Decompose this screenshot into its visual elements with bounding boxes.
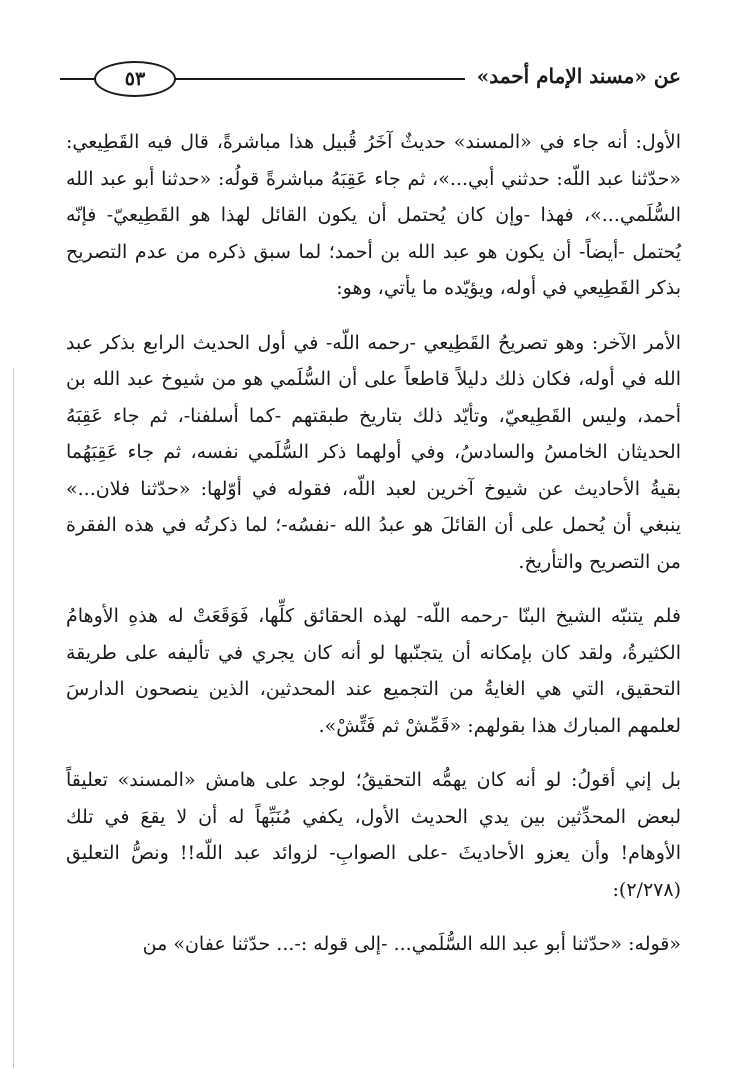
page-number: ٥٣ — [124, 68, 146, 90]
paragraph-1: الأول: أنه جاء في «المسند» حديثٌ آخَرُ قُبيل هذا مباشرةً، قال فيه القَطِيعي: «حدّثنا عبد اللّه: حدثني أبي...»، ثم جاء عَقِبَهُ مباشرةً قولُه: «حدثنا أبو عبد الله السُّلَمي...»، فهذا -وإن كان يُحتمل أن يكون القائل لهذا هو القَطِيعيّ- فإنّه يُحتمل -أيضاً- أن يكون هو عبد الله بن أحمد؛ لما سبق ذكره من عدم التصريح بذكر القَطِيعي في أوله، ويؤيّده ما يأتي، وهو: — [66, 131, 681, 299]
running-header — [60, 58, 681, 98]
paragraph-5: «قوله: «حدّثنا أبو عبد الله السُّلَمي... -إلى قوله :-... حدّثنا عفان» من — [142, 933, 681, 955]
paragraph-4: بل إني أقولُ: لو أنه كان يهمُّه التحقيقُ؛ لوجد على هامش «المسند» تعليقاً لبعض المحدِّثين بين يدي الحديث الأول، يكفي مُنَبِّهاً له أن لا يقعَ في تلك الأوهام! وأن يعزو الأحاديثَ -على الصوابِ- لزوائد عبد اللّه!! ونصُّ التعليق (٢/٢٧٨): — [66, 769, 681, 901]
paragraph-2: الأمر الآخر: وهو تصريحُ القَطِيعي -رحمه اللّه- في أول الحديث الرابع بذكر عبد الله في أوله، فكان ذلك دليلاً قاطعاً على أن السُّلَمي هو من شيوخ عبد الله بن أحمد، وليس القَطِيعيّ، وتأيّد ذلك بتاريخ طبقتهم -كما أسلفنا-، ثم جاء عَقِبَهُ الحديثان الخامسُ والسادسُ، وفي أولهما ذكر السُّلَمي نفسه، ثم جاء عَقِبَهُما بقيةُ الأحاديث عن شيوخ آخرين لعبد اللّه، فقوله في أوّلها: «حدّثنا فلان...» ينبغي أن يُحمل على أن القائلَ هو عبدُ الله -نفسُه-؛ لما ذكرتُه في هذه الفقرة من التصريح والتأريخ. — [66, 331, 681, 573]
header-title: عن «مسند الإمام أحمد» — [465, 64, 681, 88]
paragraph-3: فلم يتنبّه الشيخ البنّا -رحمه اللّه- لهذه الحقائق كلِّها، فَوَقَعَتْ له هذهِ الأوهامُ الكثيرةُ، ولقد كان بإمكانه أن يتجنّبها لو أنه كان يجري في تأليفه على طريقة التحقيق، التي هي الغايةُ من التجميع عند المحدثين، الذين ينصحون الدارسَ لعلمهم المبارك هذا بقولهم: «قَمِّشْ ثم فَتِّشْ». — [66, 605, 681, 737]
page-number-oval — [94, 61, 176, 97]
scan-margin-line — [13, 368, 14, 1068]
body-text — [66, 124, 681, 981]
